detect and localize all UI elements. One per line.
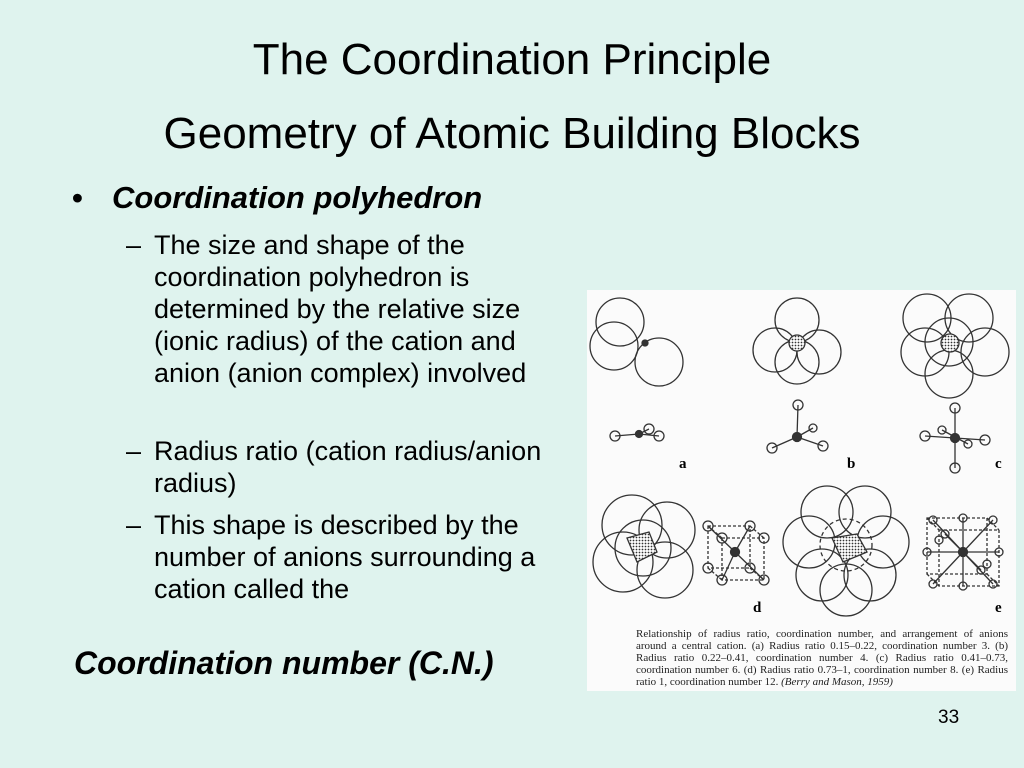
figure-label-a: a [679,456,687,472]
cn8-ball-stick [703,521,769,585]
subpoint-text: Radius ratio (cation radius/anion radius) [154,436,542,498]
cn3-spheres [590,298,683,386]
caption-text: Relationship of radius ratio, coordination number, and arrangement of anions around a central cation. (a) Radius ratio 0.15–0.22, coordination number 3. (b) Radius ratio 0.22–0.41, coordination number 4. (c) Radius ratio 0.41–0.73, coordination number 6. (d) Radius ratio 0.73–1, coordination number 8. (e) Radius ratio 1, coordination number 12. [636,628,1008,688]
figure-label-b: b [847,456,856,472]
figure-label-d: d [753,600,762,616]
cn12-spheres [783,486,909,616]
figure-label-c: c [995,456,1002,472]
page-number: 33 [938,707,960,728]
subpoint-text: The size and shape of the coordination polyhedron is determined by the relative size (ionic radius) of the cation and anion (anion complex) involved [154,230,527,388]
figure-caption [636,628,1008,688]
cn6-ball-stick [920,403,990,473]
caption-credit: (Berry and Mason, 1959) [781,676,893,688]
coordination-figure [587,290,1016,691]
bullet-icon: • [72,180,83,215]
coordination-number-emphasis: Coordination number (C.N.) [74,645,494,681]
cn3-ball-stick [610,424,664,441]
dash-icon: – [126,436,142,466]
slide-title: The Coordination Principle [252,35,772,84]
cn4-ball-stick [767,400,828,453]
bullet-text: Coordination polyhedron [112,180,483,215]
slide-subtitle: Geometry of Atomic Building Blocks [163,109,861,158]
dash-icon: – [126,510,142,540]
dash-icon: – [126,230,142,260]
cn4-spheres [753,298,841,384]
cn6-spheres [901,294,1009,398]
subpoint-text: This shape is described by the number of anions surrounding a cation called the [154,510,536,604]
cn8-spheres [593,495,695,598]
figure-label-e: e [995,600,1002,616]
